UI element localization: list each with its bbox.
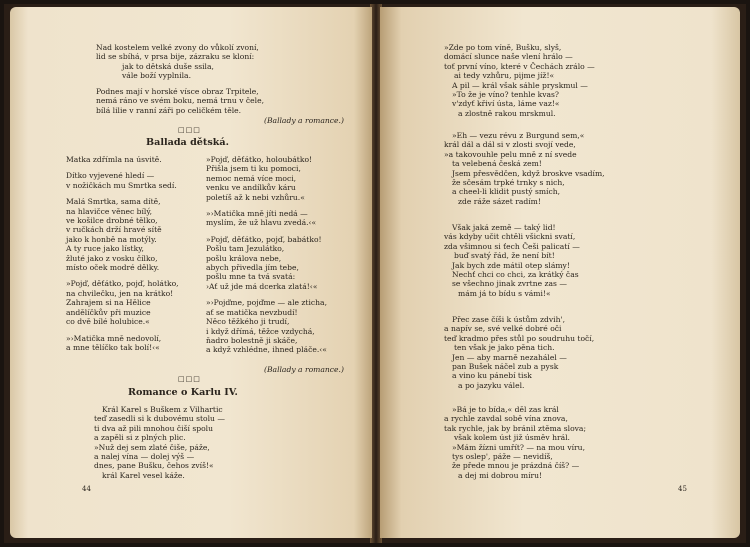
text-line: i když dřímá, těžce vzdychá, — [206, 326, 315, 336]
book-spread — [4, 4, 746, 543]
text-line: Podnes mají v horské vísce obraz Trpitele, — [96, 87, 259, 96]
text-line: a cheel-li klidit pustý smích, — [452, 187, 561, 197]
text-line: místo oček modré dělky. — [66, 263, 160, 273]
poem-stanza — [444, 405, 586, 480]
text-line: bílá lilie v ranní záři po celičkém těle. — [96, 105, 242, 115]
text-line: Však jaká země — taký lid! — [452, 223, 556, 232]
text-line: v nožičkách mu Smrtka sedí. — [66, 180, 177, 190]
text-line: že přede mnou je prázdná číš? — — [452, 461, 580, 471]
text-line: a rychle zavdal sobě vína znova, — [444, 414, 568, 424]
poem-stanza — [444, 131, 605, 206]
text-line: domácí slunce naše vlení hrálo — — [444, 52, 573, 62]
text-line: Matka zdřímla na úsvitě. — [66, 155, 162, 164]
text-line: a po jazyku válel. — [458, 380, 525, 390]
text-line: »Zde po tom víně, Bušku, slyš, — [444, 43, 562, 52]
text-line: a vino ku pánebí tisk — [452, 371, 532, 381]
text-line: však kolem úst již úsměv hrál. — [454, 433, 570, 443]
text-line: žluté jako z vosku čílko, — [66, 253, 158, 263]
text-line: Něco těžkého ji trudí, — [206, 317, 290, 327]
text-line: Nad kostelem velké zvony do vůkolí zvoní, — [96, 43, 259, 52]
text-line: poletíš až k nebi vzhůru.« — [206, 192, 305, 202]
text-line: tys oslep', páže — nevidíš, — [452, 452, 553, 462]
text-line: v ručkách drží hravé sítě — [66, 225, 162, 235]
text-line: se všechno jinak zvrtne zas — — [452, 279, 567, 289]
text-line: »›Matička mně nedovolí, — [66, 333, 162, 343]
text-line: ať se matička nevzbudí! — [206, 307, 298, 317]
text-line: Zahrajem si na Hělice — [66, 298, 151, 308]
text-line: a napív se, své velké dobré oči — [444, 324, 562, 334]
text-line: teď zasedli si k dubovému stolu — — [94, 414, 225, 424]
text-line: dnes, pane Bušku, čehos zvíš!« — [94, 461, 214, 471]
text-line: jak to dětská duše ssila, — [122, 61, 214, 71]
text-line: »Pojď, děťátko, pojď, holátko, — [66, 279, 179, 289]
text-line: Jsem přesvědčen, když broskve vsadím, — [452, 168, 605, 178]
text-line: a nalej vína — dolej výš — — [94, 452, 195, 462]
text-line: teď kradmo přes stůl po soudruhu točí, — [444, 333, 595, 343]
text-line: »To že je víno? tenhle kvas? — [452, 90, 559, 100]
ballad-right-column — [206, 155, 327, 355]
text-line: lid se sbíhá, v prsa bije, zázraku se kloní: — [96, 52, 255, 62]
text-line: ňadro bolestně ji skáče, — [206, 335, 298, 345]
text-line: v'zdyť křiví ústa, láme vaz!« — [452, 99, 560, 109]
attribution: (Ballady a romance.) — [264, 116, 344, 125]
text-line: na chvilečku, jen na krátko! — [66, 288, 174, 298]
text-line: Přec zase číši k ústům zdvih', — [452, 315, 565, 324]
romance-stanza — [94, 405, 225, 480]
right-page — [380, 7, 740, 538]
text-line: Král Karel s Buškem z Vilhartic — [102, 405, 223, 414]
ballad-title: Ballada dětská. — [146, 137, 229, 148]
poem-stanza — [444, 43, 595, 118]
text-line: pan Bušek náčel zub a pysk — [452, 362, 559, 372]
text-line: a mne tělíčko tak bolí!‹« — [66, 342, 160, 352]
text-line: A ty ruce jako lístky, — [66, 244, 144, 254]
top-stanza-2 — [96, 87, 264, 115]
text-line: mám já to bídu s vámi!« — [458, 288, 551, 298]
text-line: a dej mi dobrou míru! — [458, 470, 543, 480]
text-line: »›Pojďme, pojďme — ale zticha, — [206, 298, 327, 308]
text-line: ten však je jako pěna tich. — [454, 343, 555, 353]
text-line: zde ráže sázet radím! — [458, 196, 541, 206]
text-line: a zapěli si z plných plic. — [94, 433, 186, 443]
text-line: »Pojď, děťátko, holoubátko! — [206, 155, 313, 164]
text-line: Jen — aby marně nezahálel — — [452, 352, 567, 362]
page-number: 45 — [678, 485, 687, 493]
text-line: král dál a dál si v zlosti svojí vede, — [444, 140, 576, 150]
text-line: toť první víno, které v Čechách zrálo — — [444, 61, 595, 71]
text-line: myslím, že už hlavu zvedá.‹« — [206, 218, 317, 228]
text-line: co dvě bílé holubice.« — [66, 317, 150, 327]
text-line: pošlu králova nebe, — [206, 253, 282, 263]
poem-stanza — [444, 223, 580, 298]
text-line: a zlostně rakou mrskmul. — [458, 108, 556, 118]
text-line: ve košilce drobné tělko, — [66, 216, 158, 226]
text-line: Jak bych zde mátil otep slámy! — [452, 260, 570, 270]
text-line: že sčesám trpké trnky s nich, — [452, 178, 565, 188]
ballad-left-column — [66, 155, 179, 352]
text-line: Pošlu tam Jezulátko, — [206, 244, 285, 254]
text-line: »Nuž dej sem zlaté čiše, páže, — [94, 442, 210, 452]
text-line: »›Matička mně jíti nedá — — [206, 209, 308, 219]
text-line: pošlu mne ta tvá svatá: — [206, 272, 296, 282]
text-line: Malá Smrtka, sama dítě, — [66, 197, 161, 207]
text-line: Přišla jsem ti ku pomoci, — [206, 164, 301, 174]
attribution: (Ballady a romance.) — [264, 365, 344, 374]
poem-stanza — [444, 315, 594, 390]
text-line: buď svatý řád, že není bít! — [454, 251, 555, 261]
text-line: »Pojď, děťátko, pojď, babátko! — [206, 234, 322, 244]
text-line: Dítko vyjevené hledí — — [66, 171, 155, 181]
top-stanza-1 — [96, 43, 259, 81]
text-line: ti dva až pili mnohou čiší spolu — [94, 423, 213, 433]
text-line: venku ve andílkův káru — [206, 183, 296, 193]
left-page — [10, 7, 372, 538]
ornament: □□□ — [178, 126, 201, 134]
text-line: abych přivedla jím tebe, — [206, 263, 299, 273]
text-line: ta velebená česká zem! — [452, 159, 542, 169]
text-line: »Bá je to bída,« děl zas král — [452, 405, 559, 414]
text-line: jako k honbě na motýly. — [66, 234, 157, 244]
romance-title: Romance o Karlu IV. — [128, 387, 238, 398]
text-line: zda všimnou si ťech Češi palicatí — — [444, 241, 580, 251]
text-line: nemoc nemá více moci, — [206, 173, 297, 183]
text-line: král Karel vesel káže. — [102, 470, 185, 480]
text-line: »Eh — vezu révu z Burgund sem,« — [452, 131, 585, 140]
text-line: Nechť chci co chci, za krátký čas — [452, 270, 579, 280]
text-line: tak rychle, jak by bránil ztěma slova; — [444, 423, 587, 433]
text-line: ai tedy vzhůru, pijme jíž!« — [454, 71, 555, 81]
text-line: vále boží vyplnila. — [122, 71, 191, 81]
page-number: 44 — [82, 485, 91, 493]
text-line: A pil — král však sáhle pryskmul — — [452, 80, 588, 90]
text-line: na hlavičce věnec bílý, — [66, 206, 153, 216]
text-line: a když vzhlédne, ihned pláče.‹« — [206, 345, 327, 355]
text-line: vás kdyby učit chtěli všickni svatí, — [444, 232, 576, 242]
text-line: »a takovouhle pelu mně z ní svede — [444, 149, 577, 159]
text-line: andělíčkův při muzice — [66, 307, 151, 317]
text-line: ›Ať už jde má dcerka zlatá!‹« — [206, 281, 318, 291]
text-line: »Mám žízni umřít? — na mou víru, — [452, 442, 585, 452]
text-line: nemá ráno ve svém boku, nemá trnu v čele, — [96, 96, 264, 106]
ornament: □□□ — [178, 375, 201, 383]
